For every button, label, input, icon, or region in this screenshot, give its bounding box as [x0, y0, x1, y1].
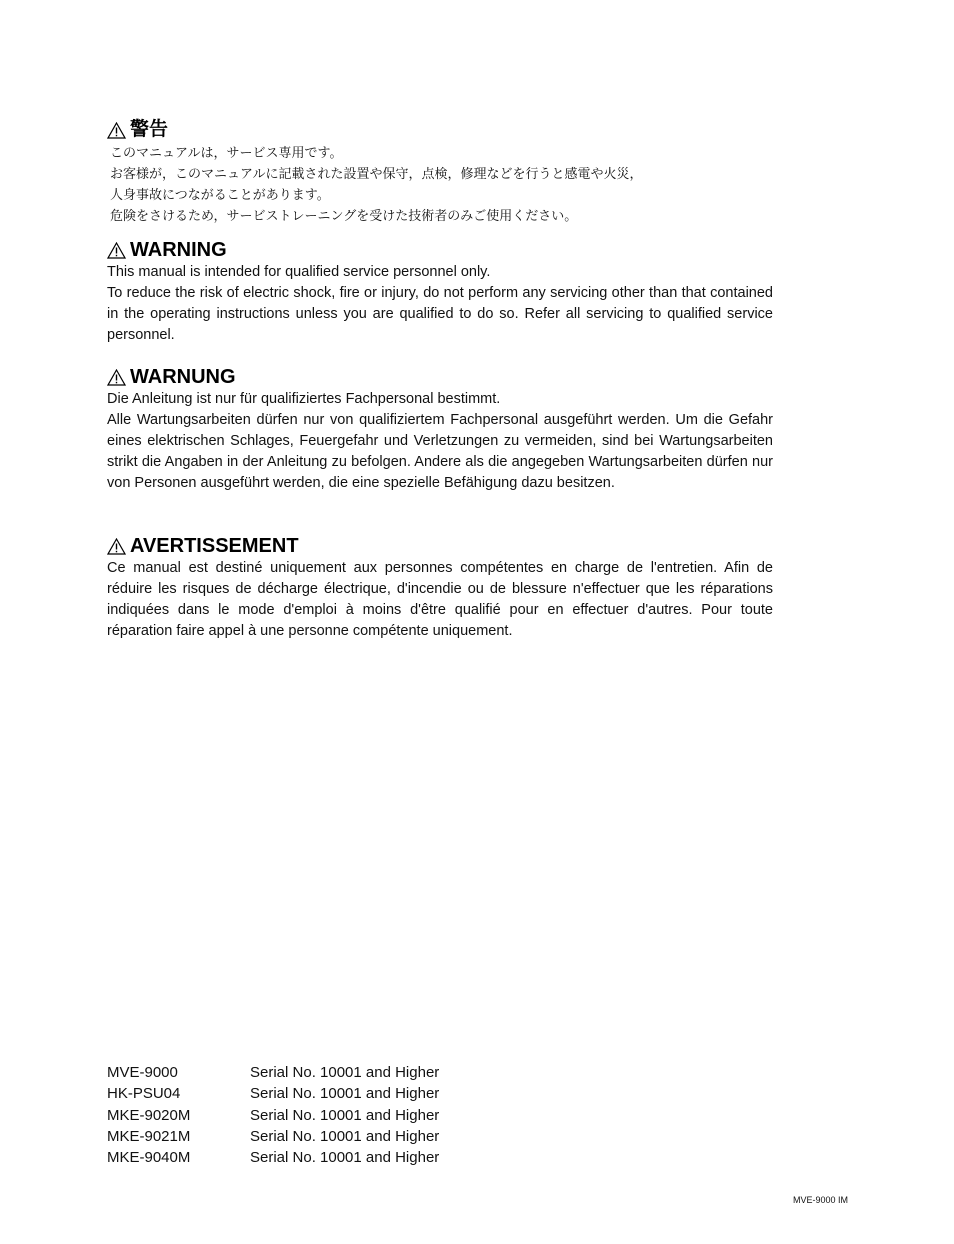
body-paragraph: To reduce the risk of electric shock, fire or injury, do not perform any servicing other than that contained in the operating instructions unless you are qualified to do so. Refer all servicing to qualified service personnel. [107, 285, 773, 343]
heading-text: 警告 [130, 119, 169, 140]
section-heading [107, 238, 773, 262]
warning-triangle-icon [107, 538, 126, 555]
warning-section-german [107, 365, 773, 494]
document-code: MVE-9000 IM [792, 1195, 848, 1205]
warning-section-english [107, 238, 773, 346]
body-paragraph: This manual is intended for qualified service personnel only. [107, 264, 491, 280]
heading-text: WARNUNG [130, 366, 236, 388]
serial-range: Serial No. 10001 and Higher [250, 1149, 440, 1167]
list-item [107, 1147, 439, 1168]
serial-range: Serial No. 10001 and Higher [250, 1064, 440, 1081]
section-heading [107, 365, 773, 389]
model-name: MKE-9020M [107, 1106, 191, 1124]
model-name: MVE-9000 [107, 1064, 178, 1081]
body-line: お客様が，このマニュアルに記載された設置や保守，点検，修理などを行うと感電や火災， [110, 167, 643, 182]
section-heading [107, 118, 773, 142]
warning-section-japanese [107, 118, 773, 227]
warning-triangle-icon [107, 369, 126, 386]
warning-section-french [107, 534, 773, 642]
heading-text: WARNING [130, 239, 227, 261]
model-name: HK-PSU04 [107, 1085, 181, 1103]
section-heading [107, 534, 773, 558]
heading-text: AVERTISSEMENT [130, 535, 299, 557]
body-paragraph: Ce manual est destiné uniquement aux personnes compétentes en charge de l'entretien. Afin de réduire les risques de décharge électrique, d'incendie ou de blessure n'effectuer que les réparations indiquées dans le mode d'emploi à moins d'être qualifié pour en effectuer d'autres. Pour toute réparation faire appel à une personne compétente uniquement. [107, 560, 773, 639]
body-paragraph: Die Anleitung ist nur für qualifiziertes Fachpersonal bestimmt. [107, 391, 501, 407]
model-serial-list [107, 1062, 439, 1168]
serial-range: Serial No. 10001 and Higher [250, 1106, 440, 1124]
model-name: MKE-9021M [107, 1127, 191, 1145]
warning-triangle-icon [107, 122, 126, 139]
list-item [107, 1126, 439, 1147]
body-line: 人身事故につながることがあります。 [110, 188, 330, 203]
body-paragraph: Alle Wartungsarbeiten dürfen nur von qualifiziertem Fachpersonal ausgeführt werden. Um die Gefahr eines elektrischen Schlages, Feuergefahr und Verletzungen zu vermeiden, sind bei Wartungsarbeiten strikt die Angaben in der Anleitung zu befolgen. Andere als die angegeben Wartungsarbeiten dürfen nur von Personen ausgeführt werden, die eine spezielle Befähigung dazu besitzen. [107, 412, 773, 491]
warning-triangle-icon [107, 242, 126, 259]
list-item [107, 1105, 439, 1126]
list-item [107, 1062, 439, 1083]
list-item [107, 1083, 439, 1104]
model-name: MKE-9040M [107, 1149, 191, 1167]
serial-range: Serial No. 10001 and Higher [250, 1127, 440, 1145]
body-line: このマニュアルは，サービス専用です。 [110, 146, 343, 161]
serial-range: Serial No. 10001 and Higher [250, 1085, 440, 1103]
body-line: 危険をさけるため，サービストレーニングを受けた技術者のみご使用ください。 [110, 209, 578, 224]
